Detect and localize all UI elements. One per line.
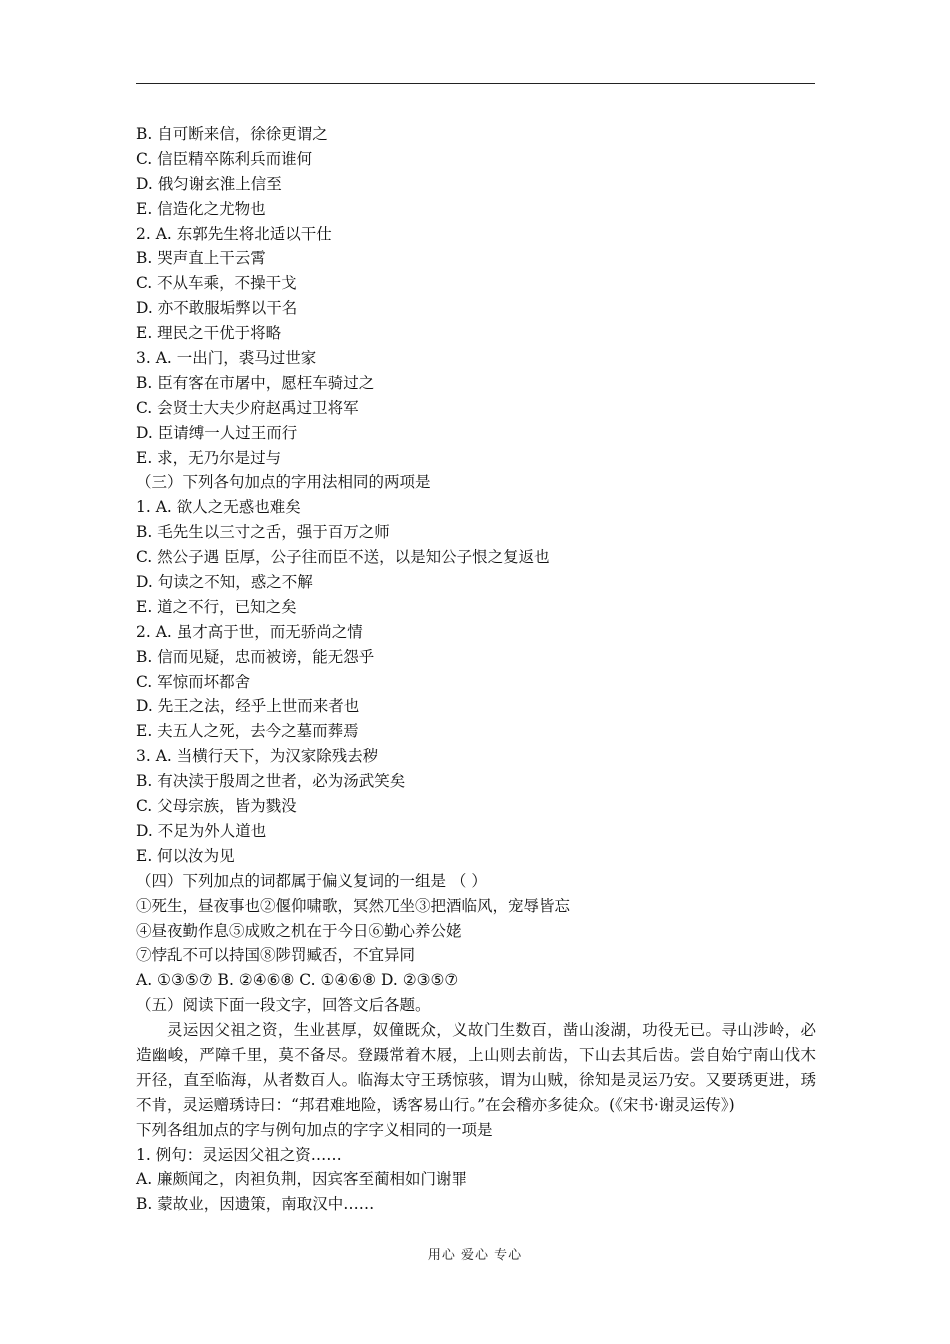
text-line: C. 信臣精卒陈利兵而谁何 bbox=[136, 149, 313, 168]
document-body bbox=[136, 122, 816, 1217]
text-line: D. 俄匀谢玄淮上信至 bbox=[136, 174, 282, 193]
text-line: （四）下列加点的词都属于偏义复词的一组是 （ ） bbox=[136, 871, 487, 890]
text-line: 2. A. 虽才高于世，而无骄尚之情 bbox=[136, 622, 363, 641]
text-line: （三）下列各句加点的字用法相同的两项是 bbox=[136, 473, 431, 492]
page-footer: 用心 爱心 专心 bbox=[427, 1248, 523, 1263]
text-line: B. 有决渎于殷周之世者，必为汤武笑矣 bbox=[136, 772, 406, 791]
text-line: D. 亦不敢服垢弊以干名 bbox=[136, 299, 298, 318]
text-line: E. 求，无乃尔是过与 bbox=[136, 448, 282, 467]
text-line: C. 然公子遇 臣厚，公子往而臣不送，以是知公子恨之复返也 bbox=[136, 548, 550, 567]
header-rule bbox=[136, 83, 815, 84]
text-line: A. 廉颇闻之，肉袒负荆，因宾客至蔺相如门谢罪 bbox=[136, 1170, 468, 1189]
text-line: B. 蒙故业，因遗策，南取汉中…… bbox=[136, 1195, 375, 1214]
text-line: B. 信而见疑，忠而被谤，能无怨乎 bbox=[136, 647, 375, 666]
text-line: D. 先王之法，经乎上世而来者也 bbox=[136, 697, 360, 716]
text-line: B. 哭声直上干云霄 bbox=[136, 249, 266, 268]
text-line: B. 臣有客在市屠中，愿枉车骑过之 bbox=[136, 373, 375, 392]
text-line: B. 毛先生以三寸之舌，强于百万之师 bbox=[136, 523, 390, 542]
text-line: 3. A. 一出门，裘马过世家 bbox=[136, 349, 317, 368]
text-line: C. 会贤士大夫少府赵禹过卫将军 bbox=[136, 398, 359, 417]
text-line: E. 何以汝为见 bbox=[136, 846, 235, 865]
question-lines-top bbox=[136, 122, 816, 1018]
text-line: 下列各组加点的字与例句加点的字字义相同的一项是 bbox=[136, 1120, 493, 1139]
text-line: ④昼夜勤作息⑤成败之机在于今日⑥勤心养公姥 bbox=[136, 921, 462, 940]
text-line: 3. A. 当横行天下，为汉家除残去秽 bbox=[136, 747, 379, 766]
text-line: D. 不足为外人道也 bbox=[136, 821, 267, 840]
text-line: 1. 例句：灵运因父祖之资…… bbox=[136, 1145, 342, 1164]
question-lines-bottom bbox=[136, 1118, 816, 1218]
text-line: 1. A. 欲人之无惑也难矣 bbox=[136, 498, 301, 517]
text-line: （五）阅读下面一段文字，回答文后各题。 bbox=[136, 996, 431, 1015]
text-line: E. 信造化之尤物也 bbox=[136, 199, 266, 218]
text-line: D. 句读之不知，惑之不解 bbox=[136, 573, 313, 592]
text-line: C. 不从车乘，不操干戈 bbox=[136, 274, 297, 293]
text-line: E. 夫五人之死，去今之墓而葬焉 bbox=[136, 722, 359, 741]
text-line: ⑦悖乱不可以持国⑧陟罚臧否，不宜异同 bbox=[136, 946, 416, 965]
reading-passage: 灵运因父祖之资，生业甚厚，奴僮既众，义故门生数百，凿山浚湖，功役无已。寻山涉岭，必造幽峻，严障千里，莫不备尽。登蹑常着木屐，上山则去前齿，下山去其后齿。尝自始宁南山伐木开径，直至临海，从者数百人。临海太守王琇惊骇，谓为山贼，徐知是灵运乃安。又要琇更进，琇不肯，灵运赠琇诗曰：“邦君难地险，诱客易山行。”在会稽亦多徒众。(《宋书·谢灵运传》) bbox=[136, 1021, 816, 1114]
text-line: E. 道之不行，已知之矣 bbox=[136, 597, 297, 616]
text-line: 2. A. 东郭先生将北适以干仕 bbox=[136, 224, 332, 243]
text-line: B. 自可断来信，徐徐更谓之 bbox=[136, 125, 328, 143]
text-line: C. 军惊而坏都舍 bbox=[136, 672, 251, 691]
text-line: D. 臣请缚一人过王而行 bbox=[136, 423, 298, 442]
text-line: C. 父母宗族，皆为戮没 bbox=[136, 797, 297, 816]
text-line: A. ①③⑤⑦ B. ②④⑥⑧ C. ①④⑥⑧ D. ②③⑤⑦ bbox=[136, 971, 459, 990]
text-line: E. 理民之干优于将略 bbox=[136, 324, 282, 343]
text-line: ①死生，昼夜事也②偃仰啸歌，冥然兀坐③把酒临风，宠辱皆忘 bbox=[136, 896, 571, 915]
